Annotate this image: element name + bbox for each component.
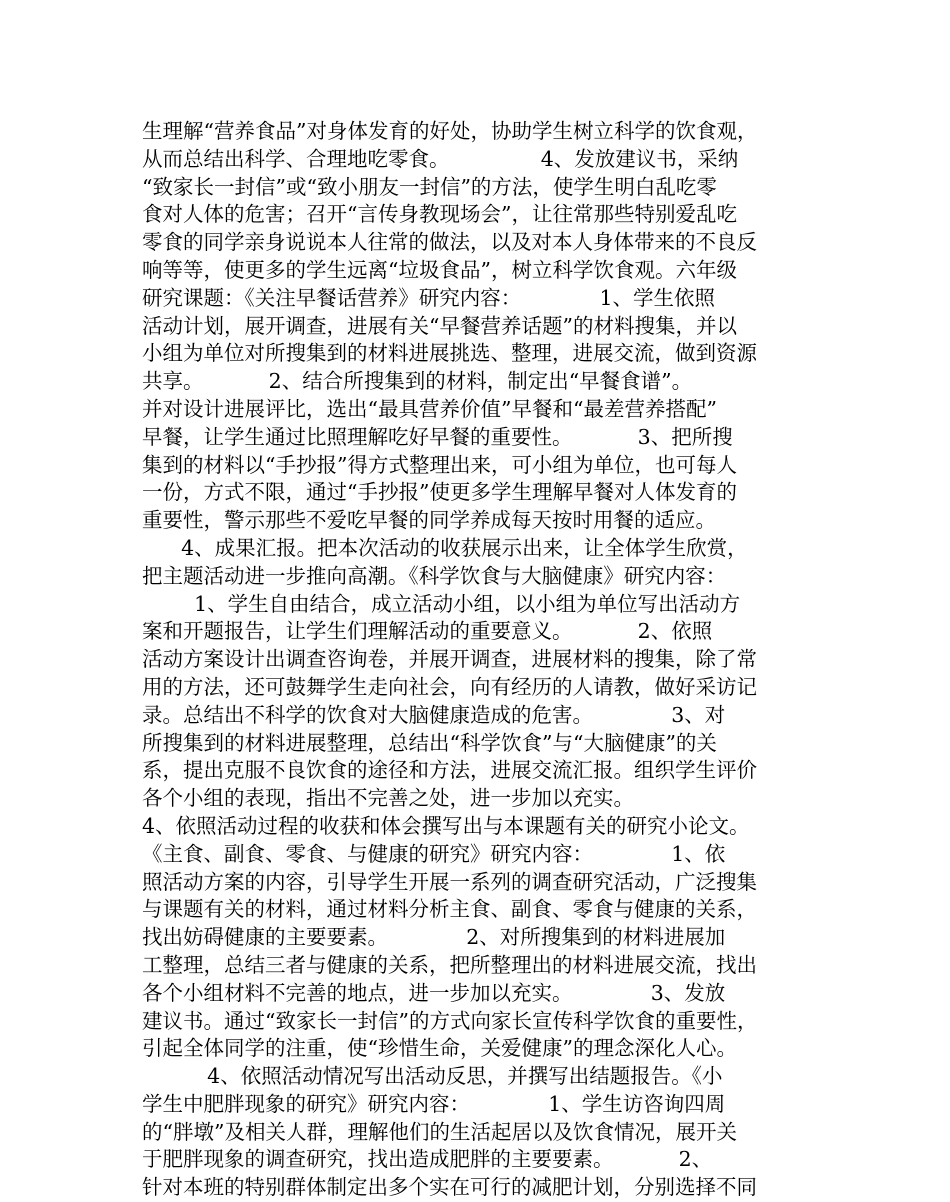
text-line: 学生中肥胖现象的研究》研究内容： 1、学生访咨询四周 [142, 1091, 726, 1116]
text-line: 早餐，让学生通过比照理解吃好早餐的重要性。 3、把所搜 [142, 424, 733, 449]
text-line: 各个小组材料不完善的地点，进一步加以充实。 3、发放 [142, 980, 726, 1005]
text-line: 案和开题报告，让学生们理解活动的重要意义。 2、依照 [142, 619, 713, 644]
text-line: 活动方案设计出调查咨询卷，并展开调查，进展材料的搜集，除了常 [142, 647, 757, 672]
body-text [142, 118, 830, 1202]
text-line: “致家长一封信”或“致小朋友一封信”的方法，使学生明白乱吃零 [142, 174, 717, 199]
text-line: 从而总结出科学、合理地吃零食。 4、发放建议书，采纳 [142, 146, 739, 171]
text-line: 针对本班的特别群体制定出多个实在可行的减肥计划，分别选择不同 [142, 1175, 757, 1200]
text-line: 食对人体的危害；召开“言传身教现场会”，让往常那些特别爱乱吃 [142, 202, 737, 227]
text-line: 4、成果汇报。把本次活动的收获展示出来，让全体学生欣赏， [142, 535, 748, 560]
text-line: 的“胖墩”及相关人群，理解他们的生活起居以及饮食情况，展开关 [142, 1119, 737, 1144]
text-line: 4、依照活动情况写出活动反思，并撰写出结题报告。《小 [142, 1064, 723, 1089]
text-line: 生理解“营养食品”对身体发育的好处，协助学生树立科学的饮食观， [142, 119, 758, 143]
text-line: 工整理，总结三者与健康的关系，把所整理出的材料进展交流，找出 [142, 952, 757, 977]
text-line: 零食的同学亲身说说本人往常的做法，以及对本人身体带来的不良反 [142, 230, 757, 255]
text-line: 所搜集到的材料进展整理，总结出“科学饮食”与“大脑健康”的关 [142, 730, 717, 755]
text-line: 4、依照活动过程的收获和体会撰写出与本课题有关的研究小论文。 [142, 813, 750, 838]
text-line: 找出妨碍健康的主要要素。 2、对所搜集到的材料进展加 [142, 925, 726, 950]
text-line: 重要性，警示那些不爱吃早餐的同学养成每天按时用餐的适应。 [142, 508, 716, 533]
text-line: 《主食、副食、零食、与健康的研究》研究内容： 1、依 [142, 841, 726, 866]
text-line: 照活动方案的内容，引导学生开展一系列的调查研究活动，广泛搜集 [142, 869, 757, 894]
text-line: 于肥胖现象的调查研究，找出造成肥胖的主要要素。 2、 [142, 1147, 713, 1172]
text-line: 系，提出克服不良饮食的途径和方法，进展交流汇报。组织学生评价 [142, 758, 757, 783]
text-line: 各个小组的表现，指出不完善之处，进一步加以充实。 [142, 786, 634, 811]
text-line: 1、学生自由结合，成立活动小组，以小组为单位写出活动方 [142, 591, 741, 616]
text-line: 与课题有关的材料，通过材料分析主食、副食、零食与健康的关系， [142, 897, 757, 922]
text-line: 集到的材料以“手抄报”得方式整理出来，可小组为单位，也可每人 [142, 452, 737, 477]
text-line: 引起全体同学的注重，使“珍惜生命，关爱健康”的理念深化人心。 [142, 1036, 737, 1061]
text-line: 用的方法，还可鼓舞学生走向社会，向有经历的人请教，做好采访记 [142, 674, 757, 699]
text-line: 一份，方式不限，通过“手抄报”使更多学生理解早餐对人体发育的 [142, 480, 737, 505]
text-line: 小组为单位对所搜集到的材料进展挑选、整理，进展交流，做到资源 [142, 341, 757, 366]
text-line: 把主题活动进一步推向高潮。《科学饮食与大脑健康》研究内容： [142, 563, 727, 588]
text-line: 建议书。通过“致家长一封信”的方式向家长宣传科学饮食的重要性， [142, 1008, 758, 1033]
text-line: 并对设计进展评比，选出“最具营养价值”早餐和“最差营养搭配” [142, 396, 717, 421]
text-line: 录。总结出不科学的饮食对大脑健康造成的危害。 3、对 [142, 702, 726, 727]
text-line: 响等等，使更多的学生远离“垃圾食品”，树立科学饮食观。六年级 [142, 257, 737, 282]
text-line: 共享。 2、结合所搜集到的材料，制定出“早餐食谱”。 [142, 369, 693, 394]
text-line: 活动计划，展开调查，进展有关“早餐营养话题”的材料搜集，并以 [142, 313, 737, 338]
text-line: 研究课题：《关注早餐话营养》研究内容： 1、学生依照 [142, 285, 715, 310]
